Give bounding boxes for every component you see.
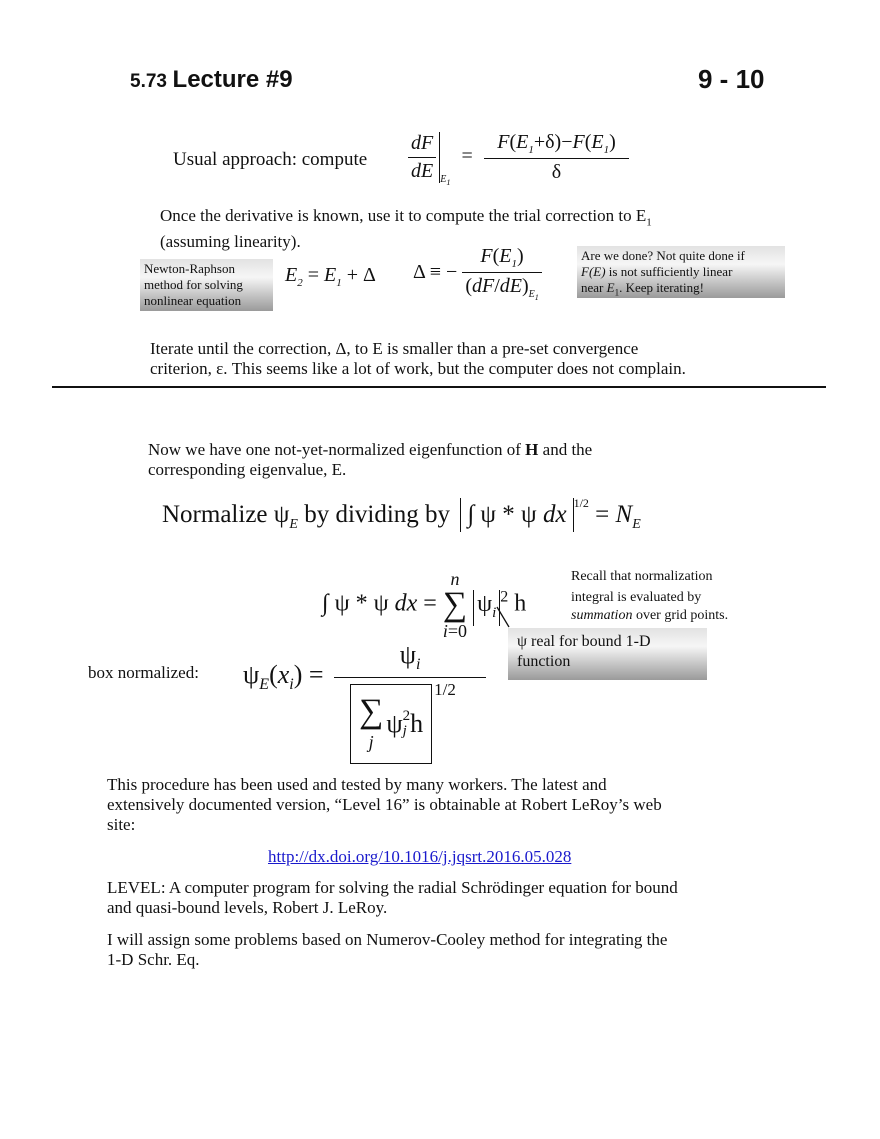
assign-line-1: I will assign some problems based on Numerov-Cooley method for integrating the — [107, 930, 668, 949]
box-normalized-equation: $\psi_E(x_i)$ = $\psi_i$ ∑ j ψ 2 j h $^{1/2}$ — [243, 640, 486, 764]
procedure-line-3: site: — [107, 815, 136, 834]
normalize-by: by dividing by — [297, 501, 451, 528]
done-note — [577, 246, 785, 298]
procedure-paragraph — [107, 775, 662, 835]
psi-real-note — [508, 628, 707, 680]
assign-paragraph — [107, 930, 667, 970]
done-note-line-1: Are we done? Not quite done if — [581, 248, 745, 263]
intro-line-1-pre: Now we have one not-yet-normalized eigenfunction of — [148, 440, 526, 459]
intro-line-2: corresponding eigenvalue, E. — [148, 460, 347, 479]
iterate-paragraph — [150, 339, 686, 379]
recall-line-3: over grid points. — [632, 608, 729, 623]
normalize-equation: Normalize $\psi_E$ by dividing by ∫ ψ * ψ dx $^{1/2} = N_E$ — [162, 495, 641, 532]
recall-line-2: integral is evaluated by — [571, 590, 702, 605]
newton-note-line-1: Newton-Raphson — [144, 261, 235, 276]
page-number: 9 - 10 — [698, 64, 765, 94]
iterate-line-1: Iterate until the correction, Δ, to E is smaller than a pre-set convergence — [150, 339, 639, 358]
derivative-equation: $\frac{dF}{dE}$ $_{E_1}$ = $\frac{F(E_1+\delta)-F(E_1)}{\delta}$ — [408, 131, 629, 184]
usual-approach-label: Usual approach: compute — [173, 149, 368, 170]
procedure-line-2: extensively documented version, “Level 16” is obtainable at Robert LeRoy’s web — [107, 795, 662, 814]
procedure-line-1: This procedure has been used and tested by many workers. The latest and — [107, 775, 607, 794]
derivative-text: Once the derivative is known, use it to compute the trial correction to E — [160, 206, 647, 225]
level-url-link[interactable]: http://dx.doi.org/10.1016/j.jqsrt.2016.05.028 — [268, 847, 572, 866]
assign-line-2: 1-D Schr. Eq. — [107, 950, 200, 969]
correction-equation: Δ ≡ − $\frac{F(E_1)}{(dF/dE)_{E_1}}$ — [413, 245, 542, 302]
derivative-sub: 1 — [646, 216, 652, 229]
pointer-line — [494, 605, 514, 629]
newton-update-equation: $E_2 = E_1 + \Delta$ — [285, 264, 376, 289]
iterate-line-2: criterion, ε. This seems like a lot of work, but the computer does not complain. — [150, 359, 686, 378]
box-normalized-label: box normalized: — [88, 663, 199, 682]
done-note-line-2: is not sufficiently linear — [605, 264, 733, 279]
done-note-italic-F: F(E) — [581, 264, 606, 279]
course-number: 5.73 — [130, 71, 167, 92]
psi-real-line-1: ψ real for bound 1-D — [517, 633, 651, 650]
summation-equation: ∫ ψ * ψ dx = n ∑ i=0 $\psi_i^2$ h — [322, 569, 527, 641]
level-paragraph — [107, 878, 678, 918]
recall-summation: summation — [571, 608, 633, 623]
lecture-label: Lecture #9 — [172, 66, 293, 93]
level-line-1: LEVEL: A computer program for solving the radial Schrödinger equation for bound — [107, 878, 678, 897]
level-url[interactable] — [268, 847, 571, 867]
recall-line-1: Recall that normalization — [571, 569, 713, 584]
hamiltonian-H: H — [525, 440, 539, 459]
level-line-2: and quasi-bound levels, Robert J. LeRoy. — [107, 898, 388, 917]
done-note-E: E — [606, 280, 615, 295]
intro-paragraph — [148, 440, 592, 480]
done-note-sub: 1 — [614, 287, 620, 298]
derivative-text-2: (assuming linearity). — [160, 232, 301, 252]
done-note-near: near — [581, 280, 607, 295]
newton-raphson-note — [140, 259, 273, 311]
psi-real-line-2: function — [517, 653, 571, 670]
newton-note-line-2: method for solving — [144, 277, 243, 292]
section-divider — [52, 386, 826, 388]
done-note-line-3: . Keep iterating! — [619, 280, 704, 295]
normalize-text: Normalize ψ — [162, 501, 290, 528]
intro-line-1-post: and the — [538, 440, 593, 459]
newton-note-line-3: nonlinear equation — [144, 293, 242, 308]
recall-note — [571, 566, 728, 623]
lecture-title — [130, 66, 293, 94]
